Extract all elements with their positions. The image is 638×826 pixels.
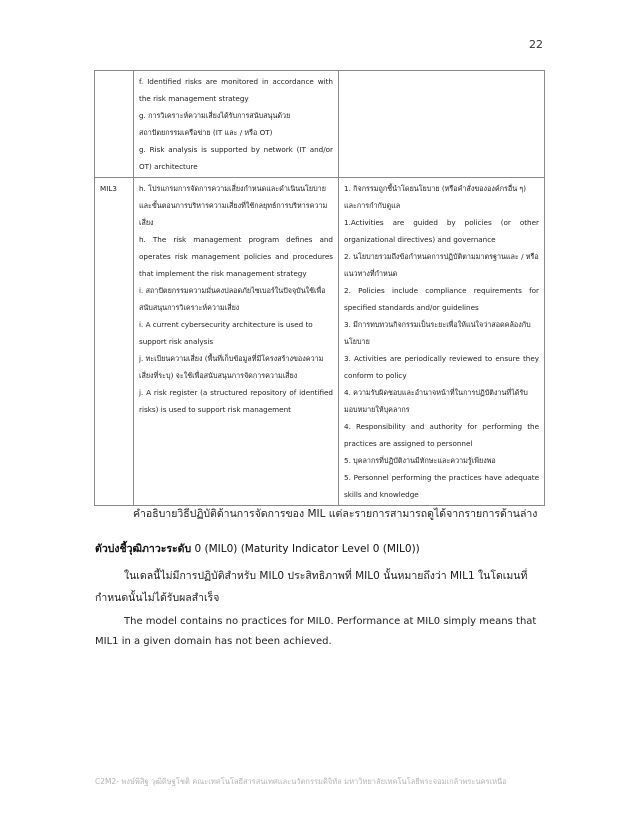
paragraph-thai: ในเดลนี้ไม่มีการปฏิบัติสำหรับ MIL0 ประสิทธิภาพที่ MIL0 นั้นหมายถึงว่า MIL1 ในโดเมนที่กำหนดนั้นไม่ได้รับผลสำเร็จ — [95, 570, 528, 604]
description-item: 2. นโยบายรวมถึงข้อกำหนดการปฏิบัติตามมาตรฐานและ / หรือแนวทางที่กำหนด — [344, 252, 539, 278]
description-item: 5. Personnel performing the practices have adequate skills and knowledge — [344, 473, 539, 499]
practices-cell — [134, 178, 339, 506]
paragraph-english: The model contains no practices for MIL0. Performance at MIL0 simply means that MIL1 in a given domain has not been achieved. — [95, 616, 537, 647]
description-item: 1. กิจกรรมถูกชี้นำโดยนโยบาย (หรือคำสั่งขององค์กรอื่น ๆ) และการกำกับดูแล — [344, 184, 527, 210]
mil-description-intro: คำอธิบายวิธีปฏิบัติด้านการจัดการของ MIL แต่ละรายการสามารถดูได้จากรายการด้านล่าง — [133, 508, 538, 520]
description-item: 5. บุคลากรที่ปฏิบัติงานมีทักษะและความรู้เพียงพอ — [344, 456, 496, 465]
description-item: 2. Policies include compliance requirements for specified standards and/or guidelines — [344, 286, 539, 312]
practice-item: h. โปรแกรมการจัดการความเสี่ยงกำหนดและดำเนินนโยบายและขั้นตอนการบริหารความเสี่ยงที่ใช้กลยุทธ์การบริหารความเสี่ยง — [139, 184, 328, 227]
page-footer: C2M2- พงษ์พิสิฐ วุฒิดิษฐโชติ คณะเทคโนโลยีสารสนเทศและนวัตกรรมดิจิทัล มหาวิทยาลัยเทคโนโลยีพระจอมเกล้าพระนครเหนือ — [95, 777, 507, 786]
practice-item: f. Identified risks are monitored in accordance with the risk management strategy — [139, 77, 333, 103]
heading-text: 0 (MIL0) (Maturity Indicator Level 0 (MIL0)) — [191, 543, 420, 555]
practices-cell — [134, 71, 339, 178]
maturity-level-cell — [95, 71, 134, 178]
description-item: 3. มีการทบทวนกิจกรรมเป็นระยะเพื่อให้แน่ใจว่าสอดคล้องกับนโยบาย — [344, 320, 531, 346]
practice-item: j. ทะเบียนความเสี่ยง (พื้นที่เก็บข้อมูลที่มีโครงสร้างของความเสี่ยงที่ระบุ) จะใช้เพื่อสนับสนุนการจัดการความเสี่ยง — [139, 354, 324, 380]
descriptions-cell — [339, 71, 545, 178]
maturity-level-cell: MIL3 — [95, 178, 134, 506]
table-row — [95, 71, 545, 178]
practice-item: h. The risk management program defines and operates risk management policies and procedures that implement the risk management strategy — [139, 235, 333, 278]
descriptions-cell — [339, 178, 545, 506]
table-row — [95, 178, 545, 506]
practice-item: g. การวิเคราะห์ความเสี่ยงได้รับการสนับสนุนด้วยสถาปัตยกรรมเครือข่าย (IT และ / หรือ OT) — [139, 111, 291, 137]
maturity-practices-table — [94, 70, 545, 506]
description-item: 1.Activities are guided by policies (or other organizational directives) and governance — [344, 218, 539, 244]
practice-item: i. สถาปัตยกรรมความมั่นคงปลอดภัยไซเบอร์ในปัจจุบันใช้เพื่อสนับสนุนการวิเคราะห์ความเสี่ยง — [139, 286, 326, 312]
description-item: 3. Activities are periodically reviewed to ensure they conform to policy — [344, 354, 539, 380]
page-number: 22 — [529, 38, 543, 51]
description-item: 4. Responsibility and authority for performing the practices are assigned to personnel — [344, 422, 539, 448]
heading-bold-text: ตัวบ่งชี้วุฒิภาวะระดับ — [95, 543, 192, 555]
practice-item: g. Risk analysis is supported by network (IT and/or OT) architecture — [139, 145, 333, 171]
description-item: 4. ความรับผิดชอบและอำนาจหน้าที่ในการปฏิบัติงานที่ได้รับมอบหมายให้บุคลากร — [344, 388, 528, 414]
practice-item: j. A risk register (a structured repository of identified risks) is used to support risk management — [139, 388, 333, 414]
section-heading-mil0 — [95, 540, 420, 557]
practice-item: i. A current cybersecurity architecture is used to support risk analysis — [139, 320, 313, 346]
